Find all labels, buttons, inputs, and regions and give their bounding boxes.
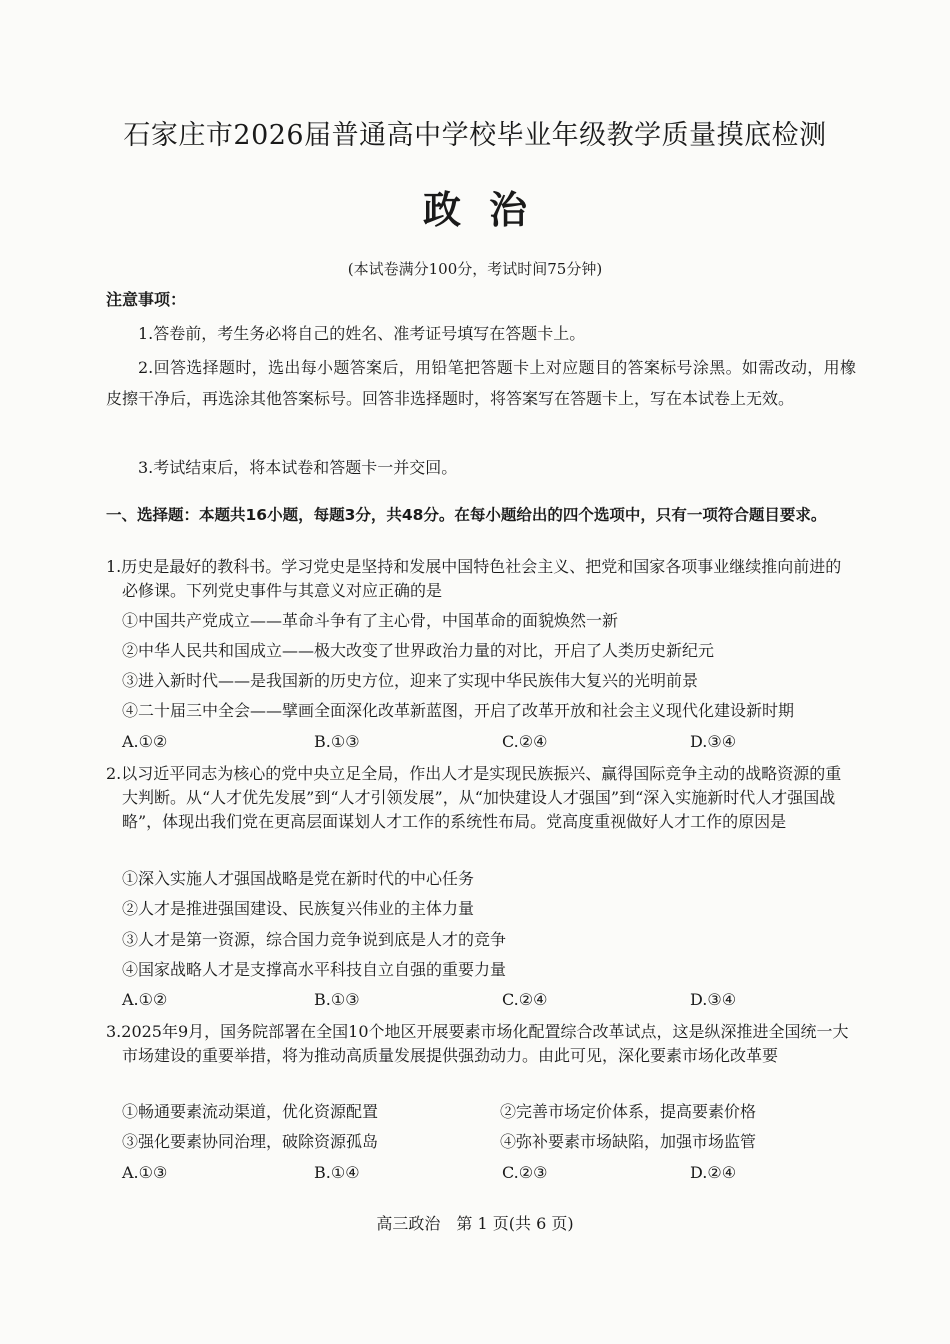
question-3-stem: 3.2025年9月，国务院部署在全国10个地区开展要素市场化配置综合改革试点，这是纵深推进全国统一大市场建设的重要举措，将为推动高质量发展提供强劲动力。由此可见，深化要素市场化改革要: [106, 1022, 849, 1065]
question-2-stem: 2.以习近平同志为核心的党中央立足全局，作出人才是实现民族振兴、赢得国际竞争主动的战略资源的重大判断。从“人才优先发展”到“人才引领发展”，从“加快建设人才强国”到“深入实施新时代人才强国战略”，体现出我们党在更高层面谋划人才工作的系统性布局。党高度重视做好人才工作的原因是: [106, 764, 842, 831]
question-3-option: ①畅通要素流动渠道，优化资源配置: [122, 1102, 379, 1121]
question-1-option: ①中国共产党成立——革命斗争有了主心骨，中国革命的面貌焕然一新: [122, 611, 619, 630]
question-1-option: ④二十届三中全会——擘画全面深化改革新蓝图，开启了改革开放和社会主义现代化建设新时期: [122, 701, 795, 720]
question-1: [106, 555, 856, 603]
notice-item-3: 3.考试结束后，将本试卷和答题卡一并交回。: [138, 458, 458, 477]
notice-item-2: 2.回答选择题时，选出每小题答案后，用铅笔把答题卡上对应题目的答案标号涂黑。如需改动，用橡皮擦干净后，再选涂其他答案标号。回答非选择题时，将答案写在答题卡上，写在本试卷上无效。: [106, 358, 856, 408]
question-2-option: ④国家战略人才是支撑高水平科技自立自强的重要力量: [122, 960, 507, 979]
question-3-answer-c: C.②③: [502, 1163, 548, 1182]
exam-note: (本试卷满分100分，考试时间75分钟): [347, 260, 603, 278]
section-heading: 一、选择题：本题共16小题，每题3分，共48分。在每小题给出的四个选项中，只有一项符合题目要求。: [106, 506, 827, 524]
question-1-answer-d: D.③④: [690, 732, 737, 751]
question-3-option: ④弥补要素市场缺陷，加强市场监管: [500, 1132, 757, 1151]
notice-heading: 注意事项：: [106, 290, 187, 309]
subject-title: 政治: [422, 187, 555, 232]
question-2: [106, 762, 856, 834]
question-3-option: ②完善市场定价体系，提高要素价格: [500, 1102, 757, 1121]
question-3-answer-b: B.①④: [314, 1163, 360, 1182]
question-3-answer-a: A.①③: [122, 1163, 168, 1182]
question-1-option: ②中华人民共和国成立——极大改变了世界政治力量的对比，开启了人类历史新纪元: [122, 641, 715, 660]
question-1-answer-c: C.②④: [502, 732, 548, 751]
question-2-answer-a: A.①②: [122, 990, 168, 1009]
question-1-stem: 1.历史是最好的教科书。学习党史是坚持和发展中国特色社会主义、把党和国家各项事业继续推向前进的必修课。下列党史事件与其意义对应正确的是: [106, 557, 842, 600]
question-1-option: ③进入新时代——是我国新的历史方位，迎来了实现中华民族伟大复兴的光明前景: [122, 671, 699, 690]
page-footer: 高三政治 第 1 页(共 6 页): [376, 1214, 574, 1233]
question-3: [106, 1020, 856, 1068]
question-2-option: ②人才是推进强国建设、民族复兴伟业的主体力量: [122, 899, 475, 918]
question-3-option: ③强化要素协同治理，破除资源孤岛: [122, 1132, 379, 1151]
exam-title: 石家庄市2026届普通高中学校毕业年级教学质量摸底检测: [123, 120, 827, 151]
question-3-answer-d: D.②④: [690, 1163, 737, 1182]
question-2-option: ③人才是第一资源，综合国力竞争说到底是人才的竞争: [122, 930, 507, 949]
question-1-answer-a: A.①②: [122, 732, 168, 751]
question-2-answer-b: B.①③: [314, 990, 360, 1009]
question-2-answer-d: D.③④: [690, 990, 737, 1009]
question-2-answer-c: C.②④: [502, 990, 548, 1009]
question-2-option: ①深入实施人才强国战略是党在新时代的中心任务: [122, 869, 475, 888]
notice-item-1: 1.答卷前，考生务必将自己的姓名、准考证号填写在答题卡上。: [138, 324, 586, 343]
question-1-answer-b: B.①③: [314, 732, 360, 751]
